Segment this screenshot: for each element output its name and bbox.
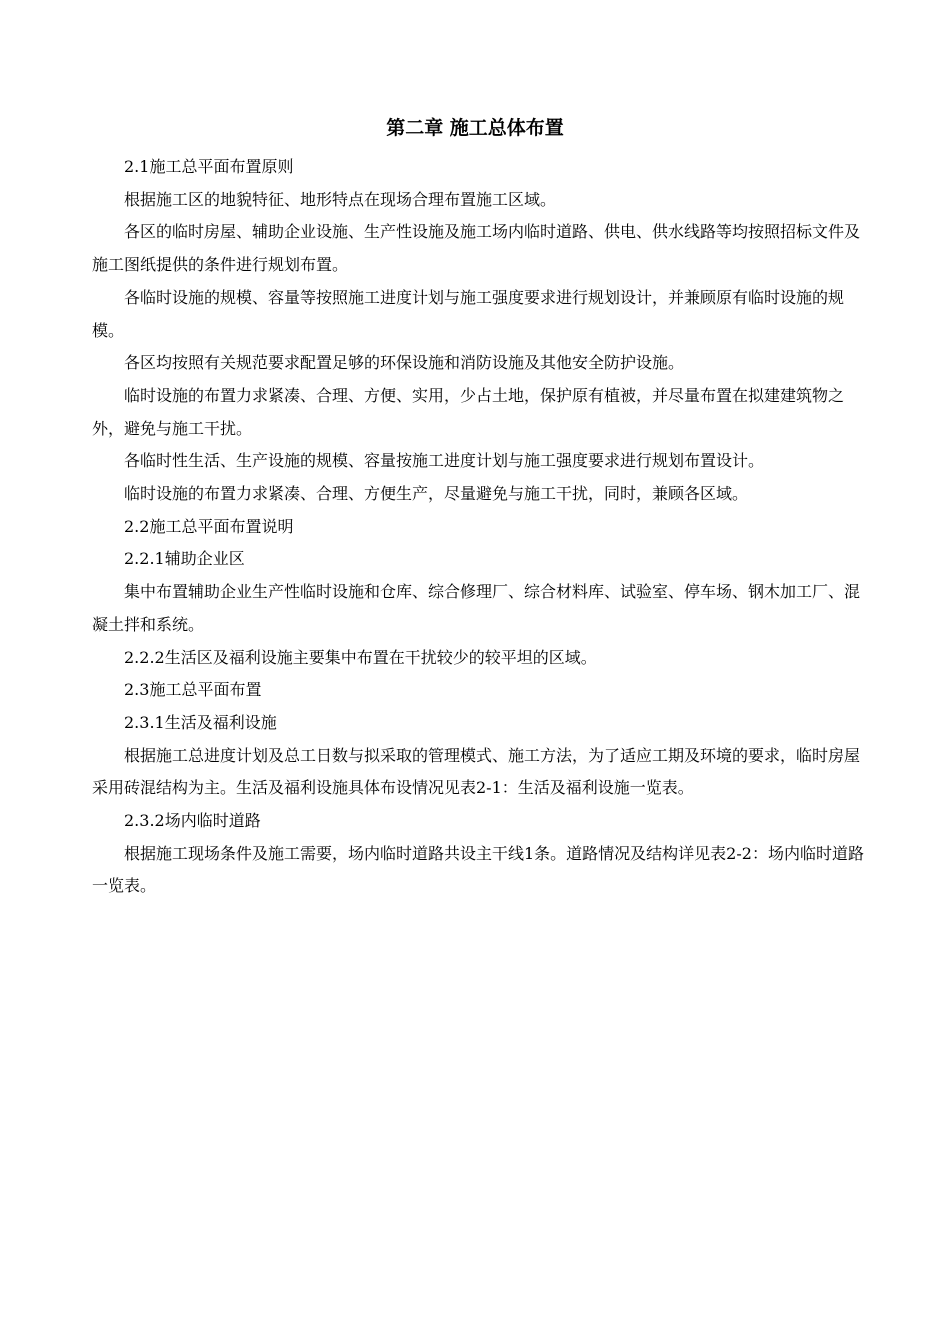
section-heading-2-1: 2.1施工总平面布置原则: [124, 157, 294, 176]
paragraph: 各区均按照有关规范要求配置足够的环保设施和消防设施及其他安全防护设施。: [124, 353, 685, 373]
chapter-title: 第二章 施工总体布置: [386, 117, 564, 139]
paragraph: 根据施工区的地貌特征、地形特点在现场合理布置施工区域。: [124, 189, 557, 209]
paragraph: 各临时性生活、生产设施的规模、容量按施工进度计划与施工强度要求进行规划布置设计。: [124, 451, 765, 471]
section-heading-2-3: 2.3施工总平面布置: [124, 680, 262, 700]
subsection-heading-2-3-1: 2.3.1生活及福利设施: [124, 712, 277, 732]
paragraph: 临时设施的布置力求紧凑、合理、方便、实用，少占土地，保护原有植被，并尽量布置在拟建建筑物之外，避免与施工干扰。: [92, 385, 845, 438]
section-heading-2-2: 2.2施工总平面布置说明: [124, 516, 294, 536]
subsection-heading-2-2-2: 2.2.2生活区及福利设施主要集中布置在干扰较少的较平坦的区域。: [124, 647, 597, 667]
paragraph: 根据施工总进度计划及总工日数与拟采取的管理模式、施工方法，为了适应工期及环境的要求，临时房屋采用砖混结构为主。生活及福利设施具体布设情况见表2-1：生活及福利设施一览表。: [92, 745, 861, 798]
paragraph: 集中布置辅助企业生产性临时设施和仓库、综合修理厂、综合材料库、试验室、停车场、钢木加工厂、混凝土拌和系统。: [92, 582, 861, 634]
paragraph: 根据施工现场条件及施工需要，场内临时道路共设主干线1条。道路情况及结构详见表2-2：场内临时道路一览表。: [92, 843, 864, 896]
subsection-heading-2-3-2: 2.3.2场内临时道路: [124, 811, 261, 831]
paragraph: 临时设施的布置力求紧凑、合理、方便生产，尽量避免与施工干扰，同时，兼顾各区域。: [124, 484, 749, 504]
paragraph: 各区的临时房屋、辅助企业设施、生产性设施及施工场内临时道路、供电、供水线路等均按照招标文件及施工图纸提供的条件进行规划布置。: [92, 222, 861, 275]
document-body: [92, 151, 868, 903]
subsection-heading-2-2-1: 2.2.1辅助企业区: [124, 549, 245, 569]
paragraph: 各临时设施的规模、容量等按照施工进度计划与施工强度要求进行规划设计，并兼顾原有临时设施的规模。: [92, 287, 845, 340]
